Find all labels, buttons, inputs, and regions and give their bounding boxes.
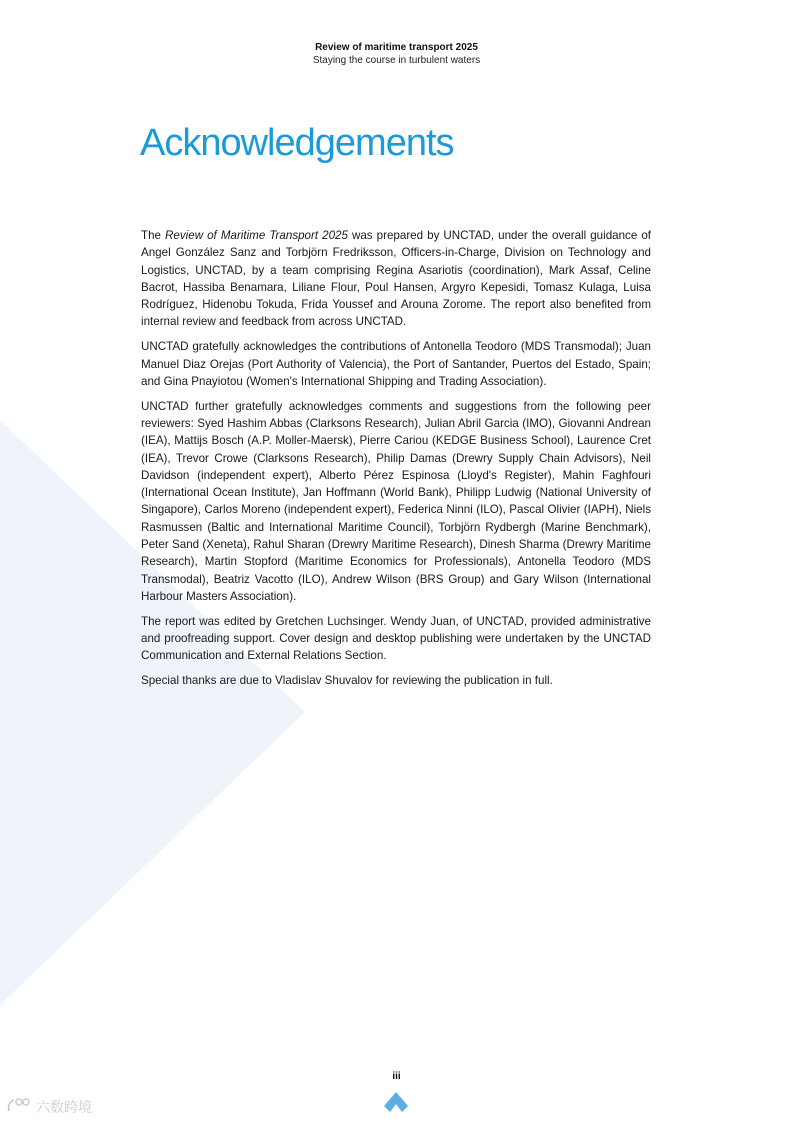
page-number: iii xyxy=(392,1071,401,1082)
series-subtitle: Staying the course in turbulent waters xyxy=(312,55,481,66)
paragraph-team-text: was prepared by UNCTAD, under the overall guidance of Angel González Sanz and Torbjörn Fredriksson, Officers-in-Charge, Division on Technology and Logistics, UNCTAD, by a team comprising Regina Asariotis (coordination), Mark Assaf, Celine Bacrot, Hassiba Benamara, Liliane Flour, Poul Hansen, Argyro Kepesidi, Tomasz Kulaga, Luisa Rodríguez, Hidenobu Tokuda, Frida Youssef and Arouna Zorome. The report also benefited from internal review and feedback from across UNCTAD. xyxy=(141,229,652,329)
paragraph-prefix: The xyxy=(141,229,166,242)
running-header xyxy=(0,41,793,67)
chevron-up-icon xyxy=(383,1090,409,1114)
paragraph-contributions: UNCTAD gratefully acknowledges the contributions of Antonella Teodoro (MDS Transmodal); Juan Manuel Diaz Orejas (Port Authority of Valencia), the Port of Santander, Puertos del Estado, Spain; and Gina Pnayiotou (Women's International Shipping and Trading Association). xyxy=(141,340,651,388)
page-title: Acknowledgements xyxy=(140,122,454,164)
acknowledgements-body xyxy=(141,227,651,697)
publication-title-italic: Review of Maritime Transport 2025 xyxy=(165,229,348,242)
watermark-text: 六数跨境 xyxy=(36,1100,92,1116)
paragraph-peer-reviewers: UNCTAD further gratefully acknowledges comments and suggestions from the following peer reviewers: Syed Hashim Abbas (Clarksons Research), Julian Abril Garcia (IMO), Giovanni Andrean (IEA), Mattijs Bosch (A.P. Moller-Maersk), Pierre Cariou (KEDGE Business School), Laurence Cret (IEA), Trevor Crowe (Clarksons Research), Philip Damas (Drewry Supply Chain Advisors), Neil Davidson (independent expert), Alberto Pérez Espinosa (Lloyd's Register), Mahin Faghfouri (International Ocean Institute), Jan Hoffmann (World Bank), Philipp Ludwig (National University of Singapore), Carlos Moreno (independent expert), Federica Ninni (ILO), Pascal Olivier (IAPH), Niels Rasmussen (Baltic and International Maritime Council), Torbjörn Rydbergh (Marine Benchmark), Peter Sand (Xeneta), Rahul Sharan (Drewry Maritime Research), Dinesh Sharma (Drewry Maritime Research), Martin Stopford (Maritime Economics for Professionals), Antonella Teodoro (MDS Transmodal), Beatriz Vacotto (ILO), Andrew Wilson (BRS Group) and Gary Wilson (International Harbour Masters Association). xyxy=(141,399,651,603)
watermark-logo xyxy=(6,1095,106,1122)
paragraph-editing: The report was edited by Gretchen Luchsinger. Wendy Juan, of UNCTAD, provided administrative and proofreading support. Cover design and desktop publishing were undertaken by the UNCTAD Communication and External Relations Section. xyxy=(141,614,651,663)
watermark-icon xyxy=(6,1095,106,1117)
paragraph-special-thanks: Special thanks are due to Vladislav Shuvalov for reviewing the publication in full. xyxy=(141,674,553,688)
paragraph-report-team xyxy=(141,227,651,331)
series-title: Review of maritime transport 2025 xyxy=(315,42,478,53)
